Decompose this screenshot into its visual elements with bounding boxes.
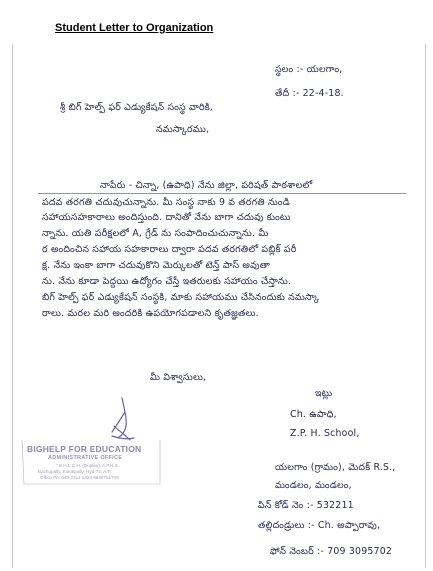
body-line-3: సహాయసహకారాలు అందిస్తుంది. దానితో నేను బాగా చదువు కుంటు	[42, 212, 291, 223]
place-line: స్థలం :- యలగాం,	[275, 64, 343, 75]
recipient-line: శ్రీ బిగ్ హెల్ప్ ఫర్ ఎడ్యుకేషన్ సంస్థ వారికి,	[60, 102, 214, 113]
stamp-line-2: Bachupally, Kukatpally, Hyd-72, A.P.	[38, 469, 112, 474]
body-line-9: రాలు. మరల మరి అందరికి ఉపయోగపడాలని కృతజ్ఞతలు.	[42, 308, 259, 319]
stamp-org: BIGHELP FOR EDUCATION	[27, 444, 142, 454]
sender-phone: ఫోన్ నెంబర్ :- 709 3095702	[270, 546, 393, 557]
sender-mandal: మండలం, మండలం,	[275, 480, 352, 491]
closing-line: మీ విశ్వాసులు,	[150, 372, 207, 383]
body-line-2: పదవ తరగతి చదువుచున్నాను. మీ సంస్థ నాకు 9 వ తరగతి నుండి	[42, 197, 290, 208]
sender-parent: తల్లిదండ్రులు :- Ch. అప్పారావు,	[258, 520, 381, 531]
body-line-8: బిగ్ హెల్ప్ ఫర్ ఎడ్యుకేషన్ సంస్థకి, మాకు సహాయము చేసినందుకు నమస్కా	[42, 292, 320, 303]
sender-label: ఇట్లు	[315, 388, 333, 399]
signature-scribble	[92, 396, 152, 446]
sender-pin: పిన్ కోడ్ నెం :- 532211	[258, 500, 354, 511]
body-line-7: ను. నేను కూడా పెద్దయి ఉద్యోగం చేస్తే ఇతరులకు సహాయం చేస్తాను.	[42, 276, 292, 287]
body-line-5: ర అందించిన సహాయ సహకారాలు ద్వారా పదవ తరగతిలో పబ్లిక్ పరీ	[42, 244, 297, 255]
sender-name: Ch. ఉపాధి,	[290, 409, 337, 420]
date-line: తేదీ :- 22-4-18.	[275, 88, 344, 99]
body-line-6: క్ష. నేను ఇంకా బాగా చదువుకొని మెర్కులతో టెన్త్ పాస్ అవుతా	[42, 260, 271, 271]
stamp-office: ADMINISTRATIVE OFFICE	[48, 455, 123, 461]
sender-village: యలగాం (గ్రామం), మెదక్ R.S.,	[275, 462, 396, 473]
stamp-line-1: " B.H.L.G.H. (Duplex), A.P.H.S.,	[56, 463, 121, 468]
body-line-4: న్నాను. యతి పరీక్షలలో A, గ్రేడ్ ను సంపాదించుచున్నాను. మీ	[42, 228, 269, 239]
body-line-1: నాపేరు - చిన్నా, (ఉపాధి) నేను జిల్లా, పరిషత్ పాఠశాలలో	[100, 180, 313, 191]
rule-line	[38, 193, 406, 194]
sender-school: Z.P. H. School,	[290, 428, 360, 439]
stamp-line-3: Office Ph: 040-2311 1324 9849751708	[40, 475, 119, 480]
greeting: నమస్కారము,	[156, 124, 210, 135]
page-title: Student Letter to Organization	[55, 22, 214, 34]
